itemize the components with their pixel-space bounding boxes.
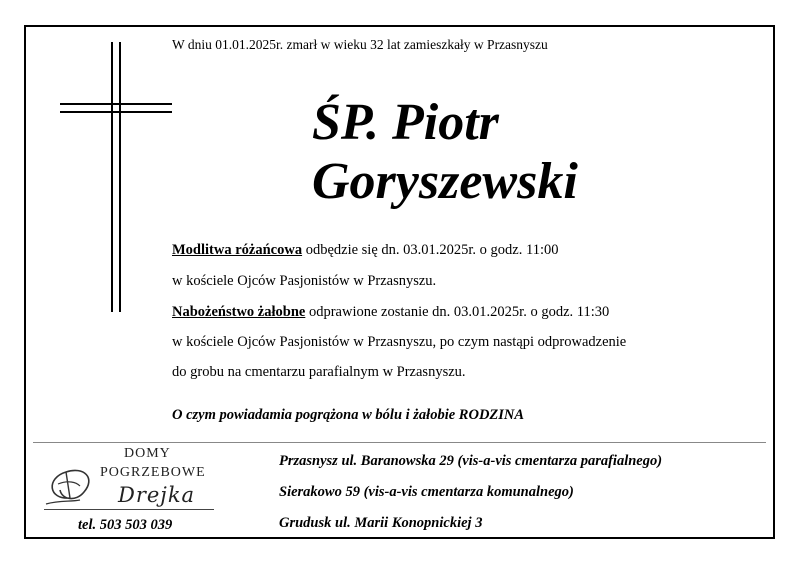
rosary-announcement [172,242,558,259]
death-notice-intro: W dniu 01.01.2025r. zmarł w wieku 32 lat zamieszkały w Przasnyszu [172,37,548,52]
address-przasnysz: Przasnysz ul. Baranowska 29 (vis-a-vis cmentarza parafialnego) [279,453,663,469]
cross-vertical-bar [119,42,121,312]
logo-underline [44,509,214,510]
address-sierakowo: Sierakowo 59 (vis-a-vis cmentarza komunalnego) [279,484,574,500]
rosary-place: w kościele Ojców Pasjonistów w Przasnyszu. [172,273,437,289]
deceased-name [312,93,578,211]
funeral-home-logo [40,446,220,516]
divider [33,442,766,443]
mass-place: w kościele Ojców Pasjonistów w Przasnyszu, po czym nastąpi odprowadzenie [172,334,627,350]
mass-heading: Nabożeństwo żałobne [172,304,306,320]
deceased-name-line2: Goryszewski [312,153,578,210]
logo-text-drejka: Drejka [118,483,196,507]
family-closing: O czym powiadamia pogrążona w bólu i żałobie RODZINA [172,407,525,423]
phone-number: tel. 503 503 039 [78,517,173,533]
cross-horizontal-bar [60,111,172,113]
logo-text-pogrzebowe: POGRZEBOWE [100,465,206,480]
deceased-name-line1: ŚP. Piotr [312,94,499,151]
rosary-heading: Modlitwa różańcowa [172,242,303,258]
address-grudusk: Grudusk ul. Marii Konopnickiej 3 [279,515,483,531]
rosary-details: odbędzie się dn. 03.01.2025r. o godz. 11:00 [302,242,559,258]
burial-place: do grobu na cmentarzu parafialnym w Przasnyszu. [172,364,466,380]
cross-horizontal-bar [60,103,172,105]
mass-details: odprawione zostanie dn. 03.01.2025r. o godz. 11:30 [305,304,610,320]
logo-text-domy: DOMY [124,446,171,461]
mass-announcement [172,304,609,321]
cross-vertical-bar [111,42,113,312]
